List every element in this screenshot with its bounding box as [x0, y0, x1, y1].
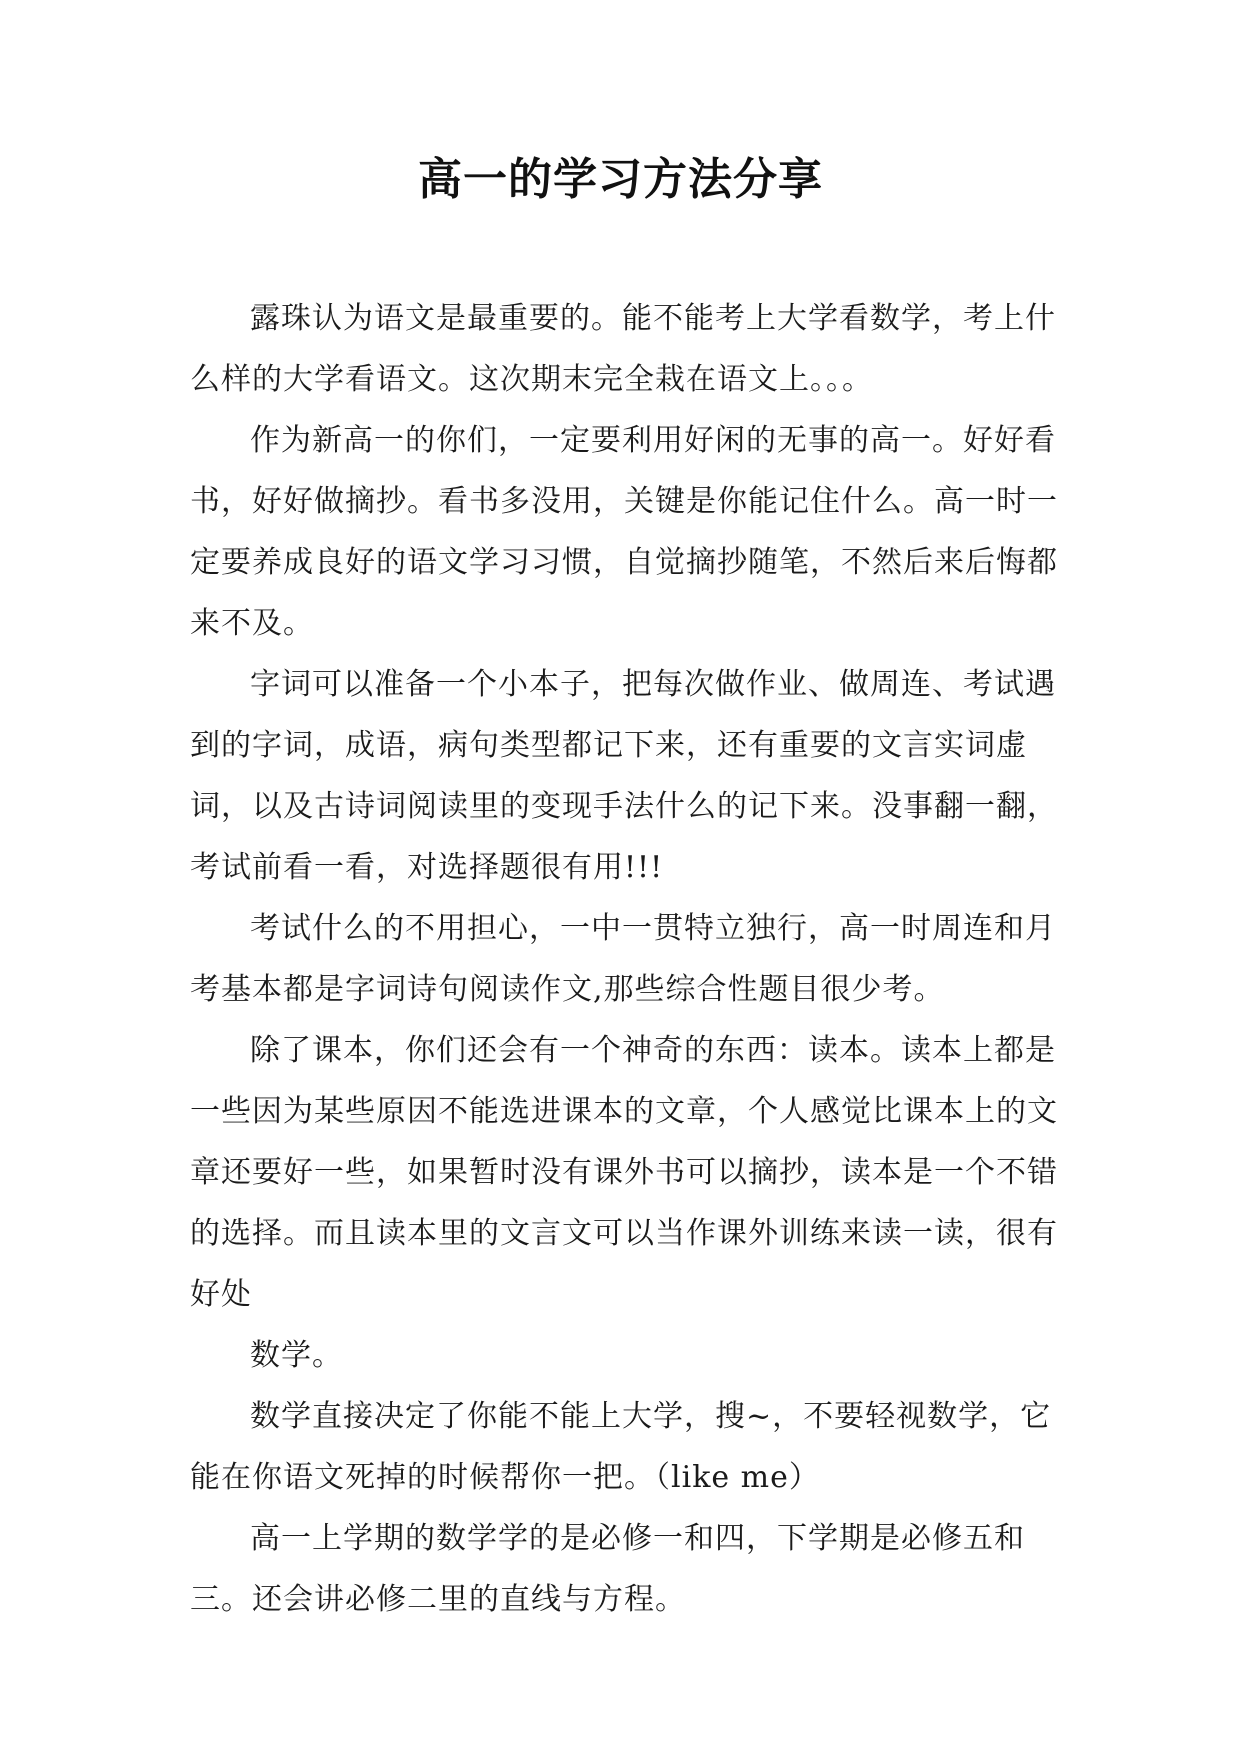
- paragraph-chinese-importance: 露珠认为语文是最重要的。能不能考上大学看数学，考上什么样的大学看语文。这次期末完全栽在语文上。。。: [190, 301, 1056, 397]
- paragraph-exams: 考试什么的不用担心，一中一贯特立独行，高一时周连和月考基本都是字词诗句阅读作文,那些综合性题目很少考。: [190, 911, 1056, 1007]
- document-body: [190, 288, 1070, 1630]
- paragraph-reader-book: 除了课本，你们还会有一个神奇的东西：读本。读本上都是一些因为某些原因不能选进课本的文章，个人感觉比课本上的文章还要好一些，如果暂时没有课外书可以摘抄，读本是一个不错的选择。而且读本里的文言文可以当作课外训练来读一读，很有好处: [190, 1033, 1058, 1312]
- paragraph-math-importance: 数学直接决定了你能不能上大学，搜~，不要轻视数学，它能在你语文死掉的时候帮你一把。（like me）: [190, 1399, 1052, 1495]
- paragraph-math-curriculum: 高一上学期的数学学的是必修一和四，下学期是必修五和三。还会讲必修二里的直线与方程。: [190, 1521, 1025, 1617]
- document-title: 高一的学习方法分享: [418, 154, 823, 205]
- paragraph-study-habits: 作为新高一的你们，一定要利用好闲的无事的高一。好好看书，好好做摘抄。看书多没用，关键是你能记住什么。高一时一定要养成良好的语文学习习惯，自觉摘抄随笔，不然后来后悔都来不及。: [190, 423, 1058, 641]
- paragraph-vocabulary-notebook: 字词可以准备一个小本子，把每次做作业、做周连、考试遇到的字词，成语，病句类型都记下来，还有重要的文言实词虚词，以及古诗词阅读里的变现手法什么的记下来。没事翻一翻，考试前看一看，对选择题很有用!!!: [190, 667, 1058, 885]
- section-heading-math: 数学。: [250, 1338, 343, 1373]
